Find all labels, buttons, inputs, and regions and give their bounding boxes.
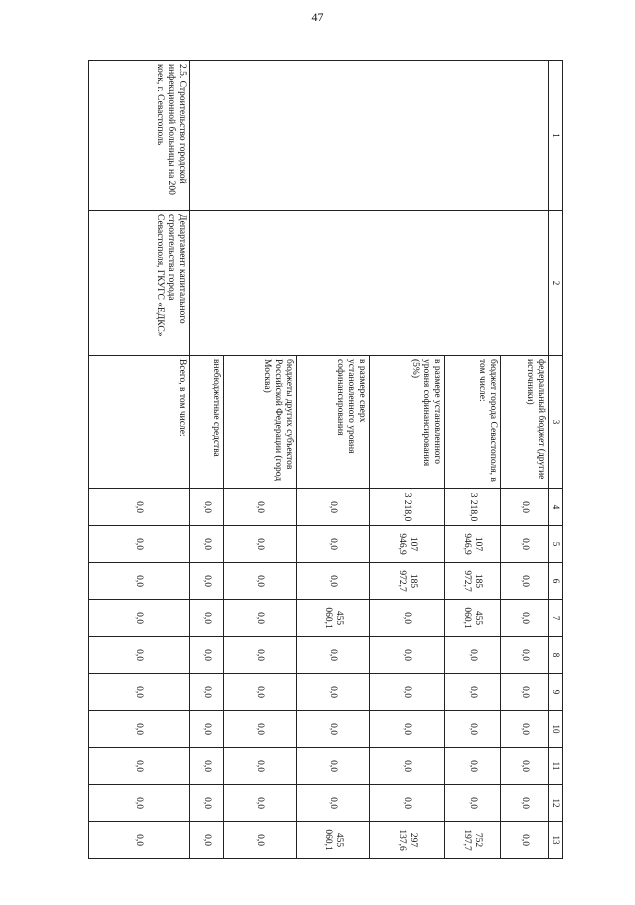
value-cell: 0,0 [501, 637, 549, 674]
value-cell: 0,0 [224, 711, 297, 748]
value-cell: 0,0 [224, 637, 297, 674]
header-cell: 5 [549, 526, 563, 563]
header-cell: 9 [549, 674, 563, 711]
value-cell: 0,0 [89, 711, 190, 748]
header-row [549, 61, 563, 859]
value-cell: 0,0 [501, 748, 549, 785]
value-cell: 0,0 [501, 526, 549, 563]
value-cell: 0,0 [501, 785, 549, 822]
header-cell: 1 [549, 61, 563, 211]
rotated-table-frame [89, 60, 563, 858]
value-cell: 0,0 [297, 711, 370, 748]
source-cell: в размере сверх установленного уровня софинансирования [297, 356, 370, 489]
source-cell: Всего, в том числе: [89, 356, 190, 489]
value-cell: 0,0 [224, 600, 297, 637]
value-cell: 0,0 [89, 785, 190, 822]
value-cell: 0,0 [224, 563, 297, 600]
value-cell: 0,0 [445, 748, 501, 785]
value-cell: 0,0 [190, 674, 224, 711]
value-cell: 0,0 [89, 674, 190, 711]
value-cell: 0,0 [224, 748, 297, 785]
value-cell: 0,0 [224, 674, 297, 711]
value-cell: 752 197,7 [445, 822, 501, 859]
source-cell: внебюджетные средства [190, 356, 224, 489]
table-row [501, 61, 549, 859]
value-cell: 455 060,1 [297, 600, 370, 637]
value-cell: 0,0 [501, 489, 549, 526]
value-cell: 0,0 [190, 637, 224, 674]
value-cell: 0,0 [445, 637, 501, 674]
total-row [89, 61, 190, 859]
value-cell: 0,0 [89, 526, 190, 563]
value-cell: 0,0 [501, 674, 549, 711]
budget-table [88, 60, 563, 859]
value-cell: 0,0 [190, 489, 224, 526]
header-cell: 2 [549, 211, 563, 356]
value-cell: 0,0 [297, 748, 370, 785]
value-cell: 0,0 [370, 785, 445, 822]
value-cell: 0,0 [370, 637, 445, 674]
header-cell: 13 [549, 822, 563, 859]
value-cell: 107 946,9 [445, 526, 501, 563]
value-cell: 0,0 [190, 822, 224, 859]
source-cell: федеральный бюджет (другие источники) [501, 356, 549, 489]
header-cell: 7 [549, 600, 563, 637]
source-cell: в размере установленного уровня софинансирования (5%) [370, 356, 445, 489]
project-name: 2.5. Строительство городской инфекционной больницы на 200 коек, г. Севастополь [155, 64, 187, 195]
value-cell: 0,0 [297, 674, 370, 711]
value-cell: 455 060,1 [445, 600, 501, 637]
value-cell: 0,0 [224, 489, 297, 526]
value-cell: 0,0 [297, 785, 370, 822]
value-cell: 0,0 [190, 563, 224, 600]
value-cell: 0,0 [89, 563, 190, 600]
value-cell: 0,0 [89, 600, 190, 637]
header-cell: 10 [549, 711, 563, 748]
value-cell: 185 972,7 [445, 563, 501, 600]
header-cell: 8 [549, 637, 563, 674]
value-cell: 0,0 [297, 489, 370, 526]
header-cell: 12 [549, 785, 563, 822]
header-cell: 4 [549, 489, 563, 526]
value-cell: 297 137,6 [370, 822, 445, 859]
value-cell: 0,0 [370, 748, 445, 785]
value-cell: 107 946,9 [370, 526, 445, 563]
value-cell: 0,0 [224, 785, 297, 822]
header-cell: 11 [549, 748, 563, 785]
value-cell: 0,0 [89, 637, 190, 674]
value-cell: 0,0 [297, 563, 370, 600]
value-cell: 0,0 [445, 674, 501, 711]
value-cell: 0,0 [501, 563, 549, 600]
value-cell: 0,0 [89, 748, 190, 785]
value-cell: 0,0 [501, 822, 549, 859]
value-cell: 0,0 [501, 711, 549, 748]
header-cell: 3 [549, 356, 563, 489]
value-cell: 3 218,0 [445, 489, 501, 526]
page-number: 47 [311, 10, 324, 24]
value-cell: 455 060,1 [297, 822, 370, 859]
value-cell: 0,0 [224, 822, 297, 859]
value-cell: 185 972,7 [370, 563, 445, 600]
source-cell: бюджет города Севастополя, в том числе: [445, 356, 501, 489]
project-name-cell-total [89, 61, 190, 211]
value-cell: 0,0 [370, 711, 445, 748]
value-cell: 0,0 [501, 600, 549, 637]
value-cell: 0,0 [370, 674, 445, 711]
value-cell: 0,0 [370, 600, 445, 637]
source-cell: бюджеты других субъектов Российской Федерации (город Москва) [224, 356, 297, 489]
value-cell: 0,0 [297, 526, 370, 563]
executor-cell-total [89, 211, 190, 356]
value-cell: 0,0 [89, 822, 190, 859]
value-cell: 0,0 [297, 637, 370, 674]
value-cell: 0,0 [445, 785, 501, 822]
value-cell: 0,0 [224, 526, 297, 563]
value-cell: 0,0 [190, 711, 224, 748]
value-cell: 3 218,0 [370, 489, 445, 526]
value-cell: 0,0 [89, 489, 190, 526]
value-cell: 0,0 [190, 748, 224, 785]
project-name-cell [190, 61, 549, 211]
value-cell: 0,0 [190, 785, 224, 822]
value-cell: 0,0 [190, 526, 224, 563]
executor-cell [190, 211, 549, 356]
value-cell: 0,0 [190, 600, 224, 637]
value-cell: 0,0 [445, 711, 501, 748]
header-cell: 6 [549, 563, 563, 600]
executor-name: Департамент капитального строительства города Севастополя, ГКУГС «ЕДКС» [155, 214, 187, 337]
